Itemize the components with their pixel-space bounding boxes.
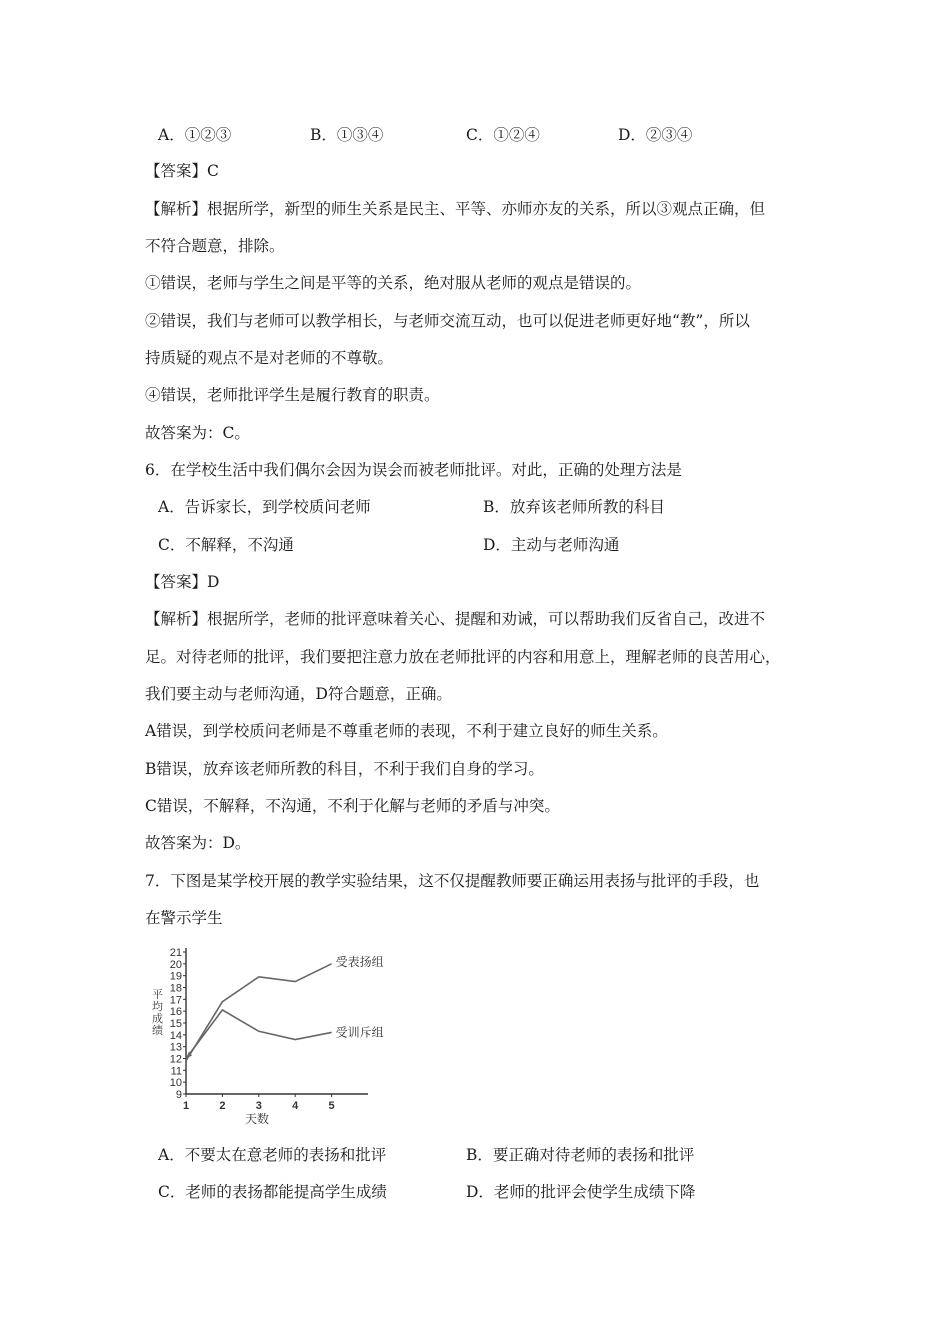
q6-option-c: C．不解释，不沟通: [158, 536, 294, 554]
y-tick-label: 19: [169, 970, 182, 983]
x-tick-label: 4: [292, 1100, 299, 1112]
q5-analysis-line: 不符合题意，排除。: [145, 237, 285, 255]
q6-analysis-line: A错误，到学校质问老师是不尊重老师的表现，不利于建立良好的师生关系。: [145, 722, 668, 740]
q6-option-d: D．主动与老师沟通: [483, 536, 620, 554]
series-line-1: [186, 964, 332, 1061]
x-tick-label: 5: [328, 1100, 335, 1112]
q6-option-b: B．放弃该老师所教的科目: [483, 498, 665, 516]
q7-option-a: A．不要太在意老师的表扬和批评: [158, 1146, 387, 1164]
y-tick-label: 10: [169, 1077, 182, 1090]
q7-option-d: D．老师的批评会使学生成绩下降: [466, 1183, 696, 1201]
y-tick-label: 12: [169, 1053, 182, 1066]
q5-analysis-line: 【解析】根据所学，新型的师生关系是民主、平等、亦师亦友的关系，所以③观点正确，但: [145, 200, 766, 218]
q6-analysis-line: B错误，放弃该老师所教的科目，不利于我们自身的学习。: [145, 760, 544, 778]
q7-question-line: 7．下图是某学校开展的教学实验结果，这不仅提醒教师要正确运用表扬与批评的手段，也: [145, 872, 760, 890]
q6-analysis-line: C错误，不解释，不沟通，不利于化解与老师的矛盾与冲突。: [145, 797, 560, 815]
x-tick-label: 1: [182, 1100, 190, 1112]
x-tick-label: 3: [255, 1100, 262, 1112]
q6-option-a: A．告诉家长，到学校质问老师: [158, 498, 371, 516]
q7-option-b: B．要正确对待老师的表扬和批评: [466, 1146, 695, 1164]
line-chart: [140, 940, 400, 1130]
q5-conclusion: 故答案为：C。: [145, 424, 250, 442]
q6-analysis-line: 足。对待老师的批评，我们要把注意力放在老师批评的内容和用意上，理解老师的良苦用心，: [145, 648, 781, 666]
y-axis-label: [152, 988, 163, 1037]
q5-analysis-line: ④错误，老师批评学生是履行教育的职责。: [145, 386, 440, 404]
q6-conclusion: 故答案为：D。: [145, 834, 251, 852]
q5-option-b: B．①③④: [310, 126, 384, 144]
x-axis-label: 天数: [244, 1112, 270, 1126]
q7-option-c: C．老师的表扬都能提高学生成绩: [158, 1183, 387, 1201]
y-tick-label: 13: [169, 1041, 182, 1054]
q6-answer: 【答案】D: [145, 573, 220, 591]
q5-option-c: C．①②④: [466, 126, 540, 144]
y-axis-label-char: 成: [152, 1013, 163, 1025]
y-tick-label: 18: [169, 982, 182, 995]
q5-option-d: D．②③④: [618, 126, 693, 144]
q6-analysis-line: 我们要主动与老师沟通，D符合题意，正确。: [145, 685, 452, 703]
x-tick-label: 2: [219, 1100, 226, 1112]
series-line-2: [186, 1010, 332, 1059]
y-tick-label: 20: [169, 958, 182, 971]
y-axis-label-char: 平: [152, 989, 163, 1001]
q5-answer: 【答案】C: [145, 162, 219, 180]
y-tick-label: 14: [169, 1029, 182, 1042]
q5-analysis-line: ②错误，我们与老师可以教学相长，与老师交流互动，也可以促进老师更好地“教”，所以: [145, 312, 750, 330]
q5-analysis-line: ①错误，老师与学生之间是平等的关系，绝对服从老师的观点是错误的。: [145, 274, 642, 292]
q5-option-a: A．①②③: [158, 126, 232, 144]
y-tick-label: 15: [169, 1018, 182, 1030]
q5-analysis-line: 持质疑的观点不是对老师的不尊敬。: [145, 349, 394, 367]
series-label: 受表扬组: [335, 954, 384, 969]
y-tick-label: 11: [170, 1065, 182, 1078]
y-tick-label: 16: [169, 1006, 182, 1019]
q6-analysis-line: 【解析】根据所学，老师的批评意味着关心、提醒和劝诫，可以帮助我们反省自己，改进不: [145, 610, 766, 628]
q6-question: 6．在学校生活中我们偶尔会因为误会而被老师批评。对此，正确的处理方法是: [145, 461, 682, 479]
y-axis-label-char: 均: [152, 1001, 163, 1013]
y-tick-label: 17: [169, 994, 182, 1007]
series-label: 受训斥组: [335, 1025, 384, 1040]
q7-question-line: 在警示学生: [145, 909, 223, 927]
y-axis-label-char: 绩: [152, 1025, 163, 1037]
y-tick-label: 21: [169, 947, 182, 959]
y-tick-label: 9: [175, 1089, 182, 1101]
